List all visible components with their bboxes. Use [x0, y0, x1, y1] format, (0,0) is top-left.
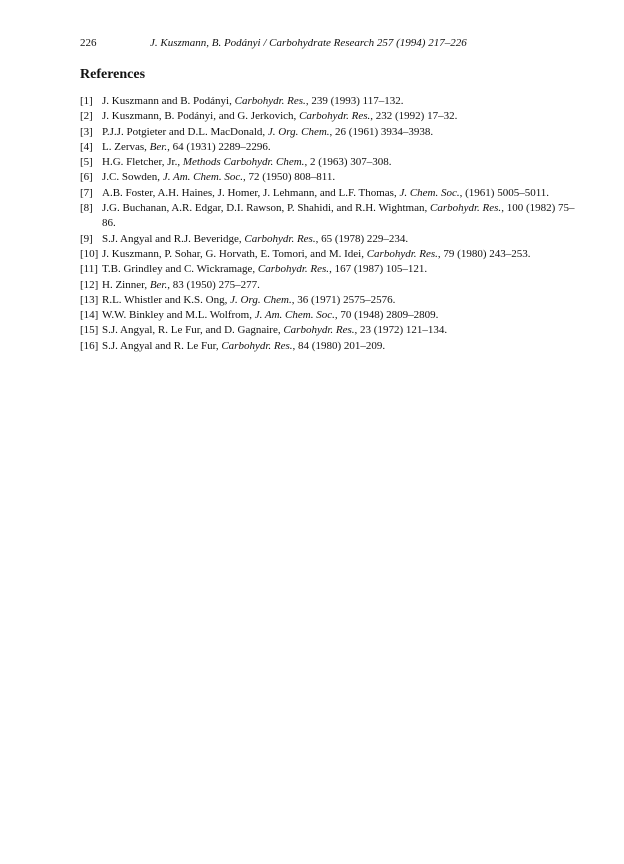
reference-authors: P.J.J. Potgieter and D.L. MacDonald, [102, 125, 268, 138]
reference-number: [7] [80, 186, 93, 199]
reference-journal: J. Am. Chem. Soc. [162, 171, 243, 184]
reference-item [80, 308, 580, 323]
reference-list [80, 94, 580, 354]
reference-authors: T.B. Grindley and C. Wickramage, [102, 263, 258, 276]
reference-journal: J. Chem. Soc. [399, 186, 460, 199]
reference-authors: J. Kuszmann, B. Podányi, and G. Jerkovich, [102, 110, 300, 123]
reference-journal: Carbohydr. Res. [257, 263, 330, 276]
reference-number: [9] [80, 232, 93, 245]
reference-citation: , 84 (1980) 201–209. [292, 339, 386, 352]
reference-citation: , 232 (1992) 17–32. [370, 110, 458, 123]
reference-item [80, 262, 580, 277]
reference-number: [6] [80, 171, 93, 184]
reference-item [80, 323, 580, 338]
reference-item [80, 247, 580, 262]
reference-authors: J.G. Buchanan, A.R. Edgar, D.I. Rawson, P. Shahidi, and R.H. Wightman, [102, 202, 430, 215]
reference-citation: , 65 (1978) 229–234. [315, 232, 409, 245]
reference-item [80, 170, 580, 185]
reference-number: [14] [80, 309, 99, 322]
reference-item [80, 125, 580, 140]
reference-authors: W.W. Binkley and M.L. Wolfrom, [102, 309, 255, 322]
reference-citation: , 79 (1980) 243–253. [437, 247, 531, 260]
reference-number: [4] [80, 140, 93, 153]
reference-citation: , 36 (1971) 2575–2576. [291, 293, 396, 306]
reference-item [80, 186, 580, 201]
reference-journal: J. Org. Chem. [230, 293, 292, 306]
reference-item [80, 339, 580, 354]
reference-journal: Carbohydr. Res. [244, 232, 316, 245]
reference-journal: Carbohydr. Res. [299, 110, 371, 123]
reference-authors: S.J. Angyal, R. Le Fur, and D. Gagnaire, [102, 324, 284, 337]
reference-citation: , 23 (1972) 121–134. [354, 324, 448, 337]
reference-number: [1] [80, 95, 93, 107]
reference-authors: J.C. Sowden, [102, 171, 163, 184]
reference-journal: J. Am. Chem. Soc. [254, 309, 335, 322]
reference-journal: Methods Carbohydr. Chem. [182, 156, 305, 169]
reference-item [80, 94, 580, 109]
reference-journal: Carbohydr. Res. [221, 339, 293, 352]
section-title: References [80, 67, 146, 82]
reference-journal: Ber. [149, 278, 168, 291]
reference-item [80, 155, 580, 170]
reference-authors: H.G. Fletcher, Jr., [102, 156, 183, 169]
reference-authors: J. Kuszmann, P. Sohar, G. Horvath, E. Tomori, and M. Idei, [102, 247, 367, 260]
reference-item [80, 293, 580, 308]
reference-citation: , 83 (1950) 275–277. [167, 278, 260, 291]
reference-number: [13] [80, 293, 99, 306]
reference-number: [8] [80, 202, 93, 215]
reference-authors: J. Kuszmann and B. Podányi, [102, 95, 235, 107]
reference-number: [5] [80, 156, 93, 169]
reference-journal: Carbohydr. Res. [429, 202, 502, 215]
reference-number: [11] [80, 263, 98, 276]
reference-citation: , 239 (1993) 117–132. [305, 95, 404, 107]
reference-citation: , 167 (1987) 105–121. [329, 263, 428, 276]
reference-journal: Carbohydr. Res. [234, 95, 306, 107]
reference-citation: , (1961) 5005–5011. [459, 186, 550, 199]
reference-journal: Carbohydr. Res. [366, 247, 438, 260]
reference-item [80, 201, 580, 232]
reference-journal: J. Org. Chem. [267, 125, 330, 138]
reference-number: [15] [80, 324, 99, 337]
reference-citation: , 100 (1982) 75–86. [102, 202, 575, 230]
reference-number: [16] [80, 339, 99, 352]
running-header [80, 36, 560, 50]
page-number: 226 [80, 37, 97, 49]
reference-authors: S.J. Angyal and R. Le Fur, [102, 339, 222, 352]
running-title: J. Kuszmann, B. Podányi / Carbohydrate Research 257 (1994) 217–226 [150, 37, 467, 49]
reference-citation: , 26 (1961) 3934–3938. [329, 125, 434, 138]
reference-number: [2] [80, 110, 93, 123]
reference-journal: Carbohydr. Res. [283, 324, 355, 337]
reference-number: [12] [80, 278, 99, 291]
reference-authors: L. Zervas, [102, 140, 150, 153]
reference-citation: , 70 (1948) 2809–2809. [334, 309, 439, 322]
reference-authors: H. Zinner, [102, 278, 150, 291]
reference-authors: S.J. Angyal and R.J. Beveridge, [102, 232, 245, 245]
reference-authors: R.L. Whistler and K.S. Ong, [102, 293, 231, 306]
reference-item [80, 109, 580, 124]
reference-citation: , 2 (1963) 307–308. [304, 156, 392, 169]
reference-citation: , 64 (1931) 2289–2296. [167, 140, 271, 153]
reference-item [80, 232, 580, 247]
reference-item [80, 278, 580, 293]
reference-journal: Ber. [149, 140, 168, 153]
reference-authors: A.B. Foster, A.H. Haines, J. Homer, J. Lehmann, and L.F. Thomas, [102, 186, 400, 199]
reference-item [80, 140, 580, 155]
reference-number: [3] [80, 125, 93, 138]
reference-citation: , 72 (1950) 808–811. [242, 171, 336, 184]
reference-number: [10] [80, 247, 99, 260]
